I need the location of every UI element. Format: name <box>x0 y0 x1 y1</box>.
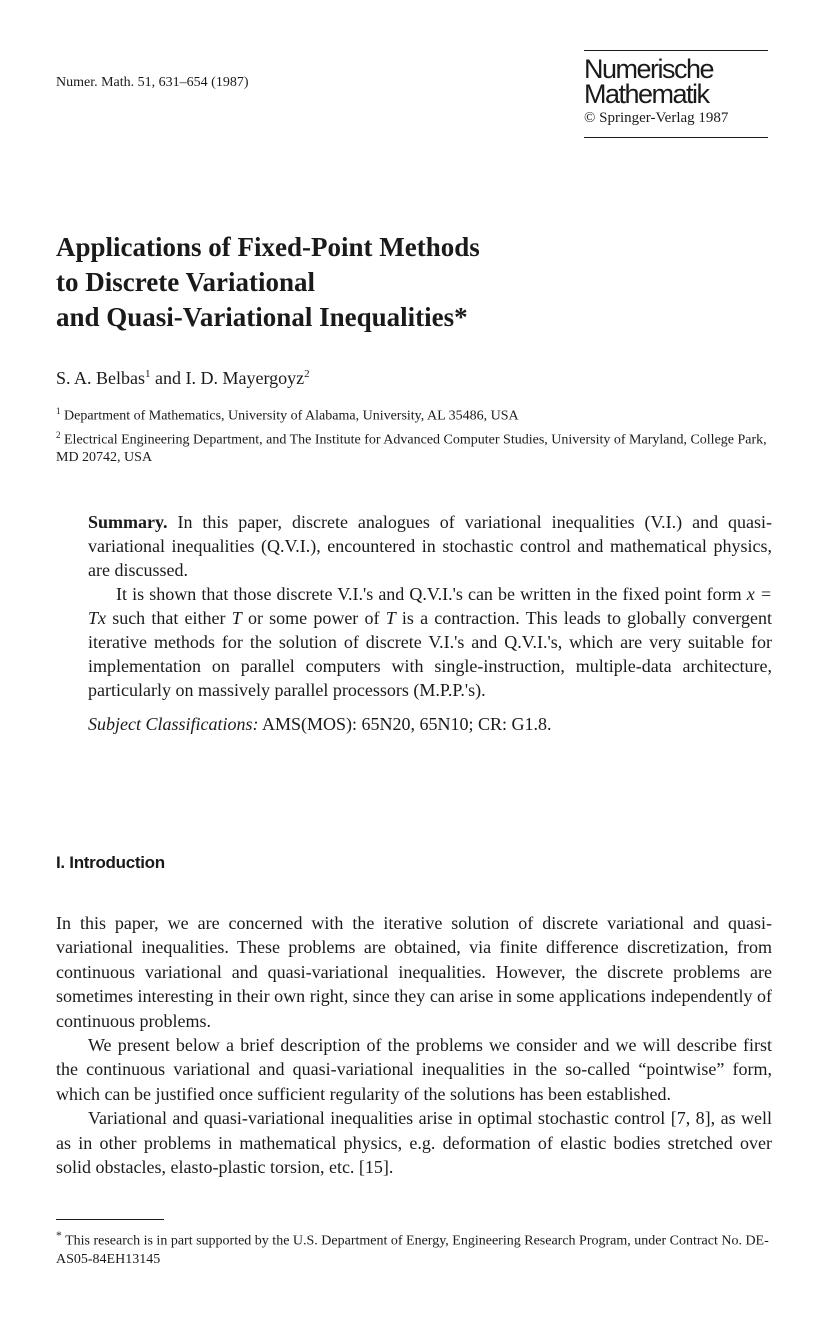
subject-classifications <box>88 712 772 736</box>
abstract-text-2c: or some power of <box>241 608 386 628</box>
abstract <box>88 510 772 736</box>
operator-t-2: T <box>385 608 396 628</box>
author-1: S. A. Belbas <box>56 368 146 388</box>
author-2-affiliation-mark: 2 <box>304 368 310 380</box>
footnote-divider <box>56 1219 164 1220</box>
affiliation-1-mark: 1 <box>56 406 61 416</box>
body-paragraph-3: Variational and quasi-variational inequalities arise in optimal stochastic control [7, 8], as well as in other problems in mathematical physics, e.g. deformation of elastic bodies stretched over solid obstacles, elasto-plastic torsion, etc. [15]. <box>56 1108 772 1178</box>
operator-t-1: T <box>231 608 242 628</box>
abstract-text-2b: such that either <box>106 608 232 628</box>
affiliation-list <box>56 402 776 467</box>
body-paragraph-2: We present below a brief description of the problems we consider and we will describe first the continuous variational and quasi-variational inequalities in the so-called “pointwise” form, which can be justified once sufficient regularity of the solutions has been established. <box>56 1035 772 1104</box>
affiliation-2-mark: 2 <box>56 429 61 440</box>
masthead-bottom-rule <box>584 137 768 138</box>
title-line-3: and Quasi-Variational Inequalities* <box>56 302 468 332</box>
abstract-label: Summary. <box>88 512 168 532</box>
journal-name-line2: Mathematik <box>584 79 709 109</box>
introduction-body <box>56 911 772 1179</box>
footnote-text: This research is in part supported by the U.S. Department of Energy, Engineering Research Program, under Contract No. DE-AS05-84EH13145 <box>56 1233 769 1267</box>
author-list <box>56 368 310 389</box>
author-2: I. D. Mayergoyz <box>185 368 305 388</box>
abstract-text-2d: is a contraction. This leads to globally convergent iterative methods for the solution of discrete V.I.'s and Q.V.I.'s, which are very suitable for implementation on parallel computers with single-instruction, multiple-data architecture, particularly on massively parallel processors (M.P.P.'s). <box>88 608 772 700</box>
publisher-copyright: © Springer-Verlag 1987 <box>584 110 729 126</box>
footnote-mark: * <box>56 1229 62 1242</box>
affiliation-2-text: Electrical Engineering Department, and The Institute for Advanced Computer Studies, University of Maryland, College Park, MD 20742, USA <box>56 432 767 466</box>
abstract-text-2a: It is shown that those discrete V.I.'s and Q.V.I.'s can be written in the fixed point form <box>116 584 747 604</box>
footnote <box>56 1227 772 1269</box>
journal-citation: Numer. Math. 51, 631–654 (1987) <box>56 75 249 90</box>
section-heading-introduction: I. Introduction <box>56 853 165 872</box>
title-line-1: Applications of Fixed-Point Methods <box>56 232 480 262</box>
affiliation-2 <box>56 426 776 468</box>
abstract-paragraph-1 <box>88 510 772 582</box>
subject-label: Subject Classifications: <box>88 714 259 734</box>
title-line-2: to Discrete Variational <box>56 267 315 297</box>
paper-title <box>56 230 756 335</box>
journal-masthead <box>584 50 768 138</box>
fixed-point-equation: x = Tx <box>88 584 772 628</box>
author-connector: and <box>150 368 186 388</box>
author-1-affiliation-mark: 1 <box>145 368 151 380</box>
body-paragraph-1: In this paper, we are concerned with the iterative solution of discrete variational and quasi-variational inequalities. These problems are obtained, via finite difference discretization, from continuous variational and quasi-variational inequalities. However, the discrete problems are sometimes interesting in their own right, since they can arise in some applications independently of continuous problems. <box>56 913 772 1031</box>
abstract-text-1: In this paper, discrete analogues of variational inequalities (V.I.) and quasi-variational inequalities (Q.V.I.), encountered in stochastic control and mathematical physics, are discussed. <box>88 512 773 580</box>
affiliation-1 <box>56 402 776 426</box>
subject-codes: AMS(MOS): 65N20, 65N10; CR: G1.8. <box>258 714 552 734</box>
masthead-top-rule <box>584 50 768 51</box>
journal-name-line1: Numerische <box>584 54 714 84</box>
abstract-paragraph-2 <box>88 582 772 702</box>
affiliation-1-text: Department of Mathematics, University of Alabama, University, AL 35486, USA <box>64 408 519 424</box>
